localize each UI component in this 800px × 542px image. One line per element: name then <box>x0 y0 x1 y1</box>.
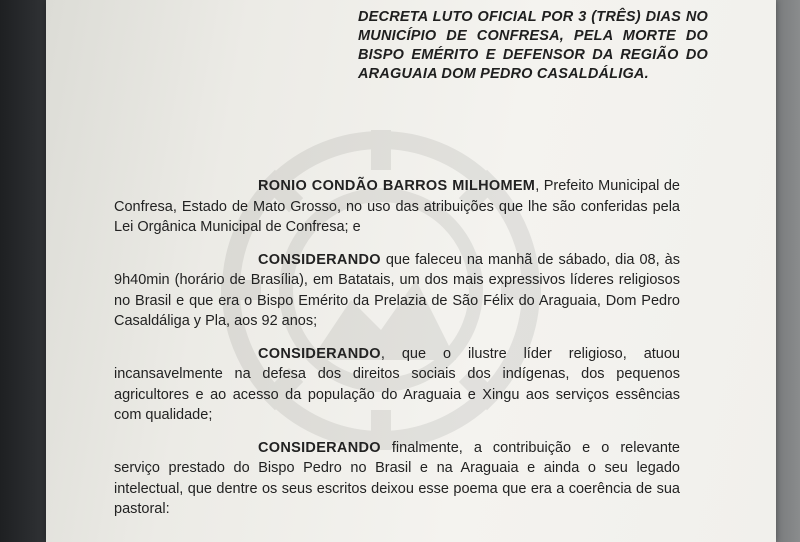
considerando-text: , que o ilustre líder religioso, atuou incansavelmente na defesa dos direitos sociais dos indígenas, dos pequenos agricultores e ao acesso da população do Araguaia e Xingu aos serviços essências com qualidade; <box>114 345 680 423</box>
considerando-heading: CONSIDERANDO <box>258 251 381 268</box>
considerando-paragraph-3 <box>114 438 680 520</box>
considerando-heading: CONSIDERANDO <box>258 439 381 456</box>
preamble-text: , Prefeito Municipal de Confresa, Estado de Mato Grosso, no uso das atribuições que lhe são conferidas pela Lei Orgânica Municipal de Confresa; e <box>114 178 680 235</box>
document-page <box>46 0 776 542</box>
considerando-paragraph-2 <box>114 344 680 426</box>
considerando-heading: CONSIDERANDO <box>258 345 381 362</box>
considerando-paragraph-1 <box>114 250 680 332</box>
decree-summary: DECRETA LUTO OFICIAL POR 3 (TRÊS) DIAS NO MUNICÍPIO DE CONFRESA, PELA MORTE DO BISPO EMÉRITO E DEFENSOR DA REGIÃO DO ARAGUAIA DOM PEDRO CASALDÁLIGA. <box>358 9 708 82</box>
considerando-text: finalmente, a contribuição e o relevante serviço prestado do Bispo Pedro no Brasil e na Araguaia e ainda o seu legado intelectual, que dentre os seus escritos deixou esse poema que era a coerência de sua pastoral: <box>114 439 680 517</box>
mayor-name: RONIO CONDÃO BARROS MILHOMEM <box>258 178 536 194</box>
considerando-text: que faleceu na manhã de sábado, dia 08, às 9h40min (horário de Brasília), em Batatais, um dos mais expressivos líderes religiosos no Brasil e que era o Bispo Emérito da Prelazia de São Félix do Araguaia, Dom Pedro Casaldáliga y Pla, aos 92 anos; <box>114 251 680 329</box>
decree-body <box>114 176 680 532</box>
preamble-paragraph <box>114 176 680 238</box>
